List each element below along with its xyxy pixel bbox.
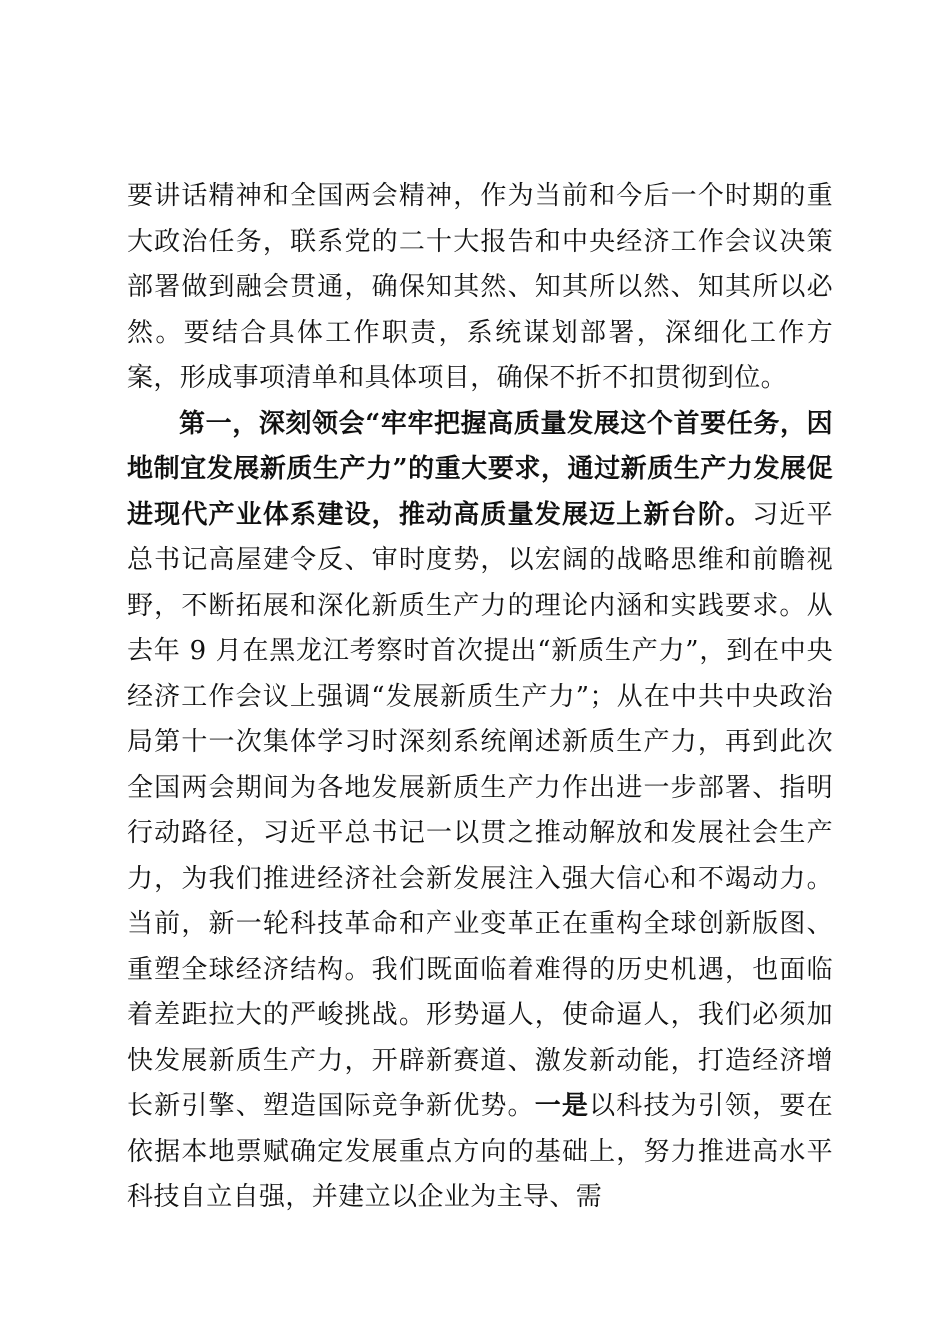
- paragraph-2: [127, 402, 833, 1221]
- body-text: [127, 174, 833, 1221]
- paragraph-1: [127, 174, 833, 402]
- paragraph-text: 要讲话精神和全国两会精神，作为当前和今后一个时期的重大政治任务，联系党的二十大报告和中央经济工作会议决策部署做到融会贯通，确保知其然、知其所以然、知其所以必然。要结合具体工作职责，系统谋划部署，深细化工作方案，形成事项清单和具体项目，确保不折不扣贯彻到位。: [127, 181, 833, 393]
- paragraph-text: 以科技为引领，要在依据本地票赋确定发展重点方向的基础上，努力推进高水平科技自立自强，并建立以企业为主导、需: [127, 1091, 833, 1212]
- bold-heading-text: 第一，深刻领会“牢牢把握高质量发展这个首要任务，因地制宜发展新质生产力”的重大要求，通过新质生产力发展促进现代产业体系建设，推动高质量发展迈上新台阶。: [127, 408, 833, 530]
- paragraph-text: 习近平总书记高屋建令反、审时度势，以宏阔的战略思维和前瞻视野，不断拓展和深化新质生产力的理论内涵和实践要求。从去年 9 月在黑龙江考察时首次提出“新质生产力”，到在中央经济工作会议上强调“发展新质生产力”；从在中共中央政治局第十一次集体学习时深刻系统阐述新质生产力，再到此次全国两会期间为各地发展新质生产力作出进一步部署、指明行动路径，习近平总书记一以贯之推动解放和发展社会生产力，为我们推进经济社会新发展注入强大信心和不竭动力。当前，新一轮科技革命和产业变革正在重构全球创新版图、重塑全球经济结构。我们既面临着难得的历史机遇，也面临着差距拉大的严峻挑战。形势逼人，使命逼人，我们必须加快发展新质生产力，开辟新赛道、激发新动能，打造经济增长新引擎、塑造国际竞争新优势。: [127, 499, 834, 1121]
- bold-item-marker: 一是: [534, 1091, 590, 1121]
